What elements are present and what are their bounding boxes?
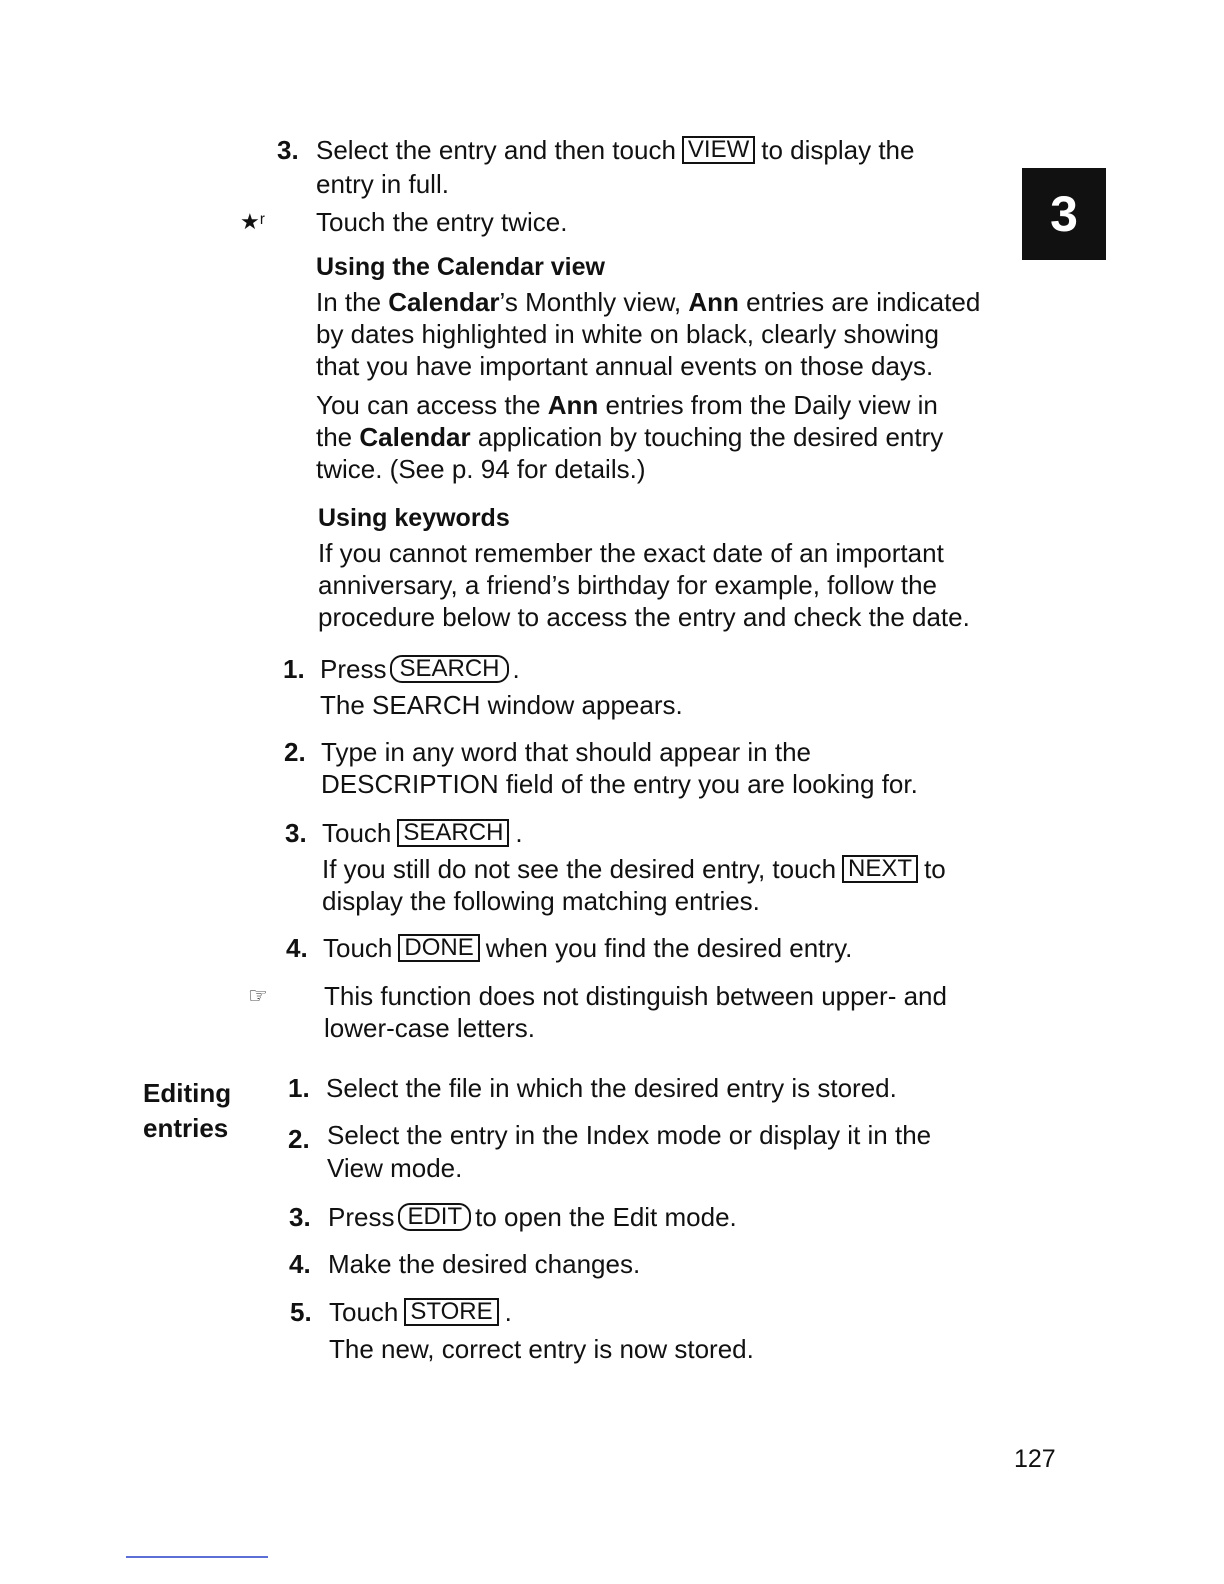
step-text: Touch (323, 933, 393, 963)
keyword-step3-sub-line2: display the following matching entries. (322, 886, 760, 916)
step-number: 1. (288, 1073, 310, 1103)
keyword-step3-sub-line1 (322, 853, 946, 885)
view-key: VIEW (682, 136, 755, 164)
store-key: STORE (404, 1298, 498, 1326)
keyword-step2-line2: DESCRIPTION field of the entry you are looking for. (321, 769, 918, 799)
section-heading-keywords: Using keywords (318, 504, 510, 532)
step-text: . (515, 818, 523, 848)
note-line1: This function does not distinguish between upper- and (324, 981, 947, 1011)
stylus-icon: ★ʳ (240, 209, 265, 234)
edit-step2-line2: View mode. (327, 1153, 463, 1183)
step-number: 3. (277, 135, 299, 165)
keywords-para-line2: anniversary, a friend’s birthday for example, follow the (318, 570, 938, 600)
chapter-tab: 3 (1022, 168, 1106, 260)
step-number: 3. (289, 1202, 311, 1232)
step-view-line-1 (316, 134, 914, 166)
note-line2: lower-case letters. (324, 1013, 535, 1043)
text: You can access the (316, 390, 548, 420)
step-text: Press (320, 654, 387, 684)
step-number: 5. (290, 1297, 312, 1327)
search-key: SEARCH (397, 819, 509, 847)
calendar-para2-line2 (316, 421, 943, 453)
edit-step1-line: Select the file in which the desired entry is stored. (326, 1073, 897, 1103)
bold-term: Calendar (388, 287, 500, 317)
step-text: Touch (329, 1297, 399, 1327)
edit-step2-line1: Select the entry in the Index mode or display it in the (327, 1120, 932, 1150)
step-number: 4. (289, 1249, 311, 1279)
step-view-line-2: entry in full. (316, 169, 449, 199)
step-text: to (924, 854, 946, 884)
step-text: Press (328, 1202, 395, 1232)
bold-term: Calendar (359, 422, 471, 452)
side-heading-line1: Editing (143, 1078, 232, 1108)
search-hardware-key: SEARCH (390, 655, 508, 683)
keyword-step1-sub: The SEARCH window appears. (320, 690, 683, 720)
step-number: 2. (284, 737, 306, 767)
text: the (316, 422, 360, 452)
bold-term: Ann (688, 287, 739, 317)
bold-term: Ann (547, 390, 599, 420)
step-text: If you still do not see the desired entry, touch (322, 854, 837, 884)
step-number: 1. (283, 654, 305, 684)
calendar-para1-line1 (316, 286, 980, 318)
step-number: 4. (286, 933, 308, 963)
done-key: DONE (398, 934, 479, 962)
step-text: to open the Edit mode. (475, 1202, 737, 1232)
edit-step5-sub: The new, correct entry is now stored. (329, 1334, 754, 1364)
page-number: 127 (1014, 1445, 1056, 1473)
edit-step3-line (328, 1201, 737, 1233)
edit-hardware-key: EDIT (398, 1203, 471, 1231)
edit-step5-line (329, 1296, 512, 1328)
text: ’s Monthly view, (499, 287, 689, 317)
keywords-para-line1: If you cannot remember the exact date of an important (318, 538, 944, 568)
keyword-step2-line1: Type in any word that should appear in the (321, 737, 811, 767)
step-text: when you find the desired entry. (485, 933, 853, 963)
step-text: . (504, 1297, 512, 1327)
keyword-step3-line (322, 817, 523, 849)
edit-step4-line: Make the desired changes. (328, 1249, 641, 1279)
calendar-para1-line3: that you have important annual events on those days. (316, 351, 934, 381)
bottom-rule (126, 1556, 268, 1558)
pointing-hand-icon: ☞ (248, 983, 268, 1008)
step-number: 2. (288, 1124, 310, 1154)
step-text: . (512, 654, 520, 684)
text: entries are indicated (738, 287, 981, 317)
calendar-para1-line2: by dates highlighted in white on black, clearly showing (316, 319, 939, 349)
keywords-para-line3: procedure below to access the entry and check the date. (318, 602, 970, 632)
keyword-step4-line (323, 932, 852, 964)
calendar-para2-line3: twice. (See p. 94 for details.) (316, 454, 646, 484)
calendar-para2-line1 (316, 389, 938, 421)
section-heading-calendar: Using the Calendar view (316, 253, 605, 281)
text: In the (316, 287, 389, 317)
text: application by touching the desired entry (470, 422, 944, 452)
next-key: NEXT (842, 855, 918, 883)
step-text: Touch (322, 818, 392, 848)
step-number: 3. (285, 818, 307, 848)
step-text: Select the entry and then touch (316, 135, 676, 165)
stylus-tip-text: Touch the entry twice. (316, 207, 568, 237)
step-text: to display the (761, 135, 915, 165)
keyword-step1-line (320, 653, 520, 685)
text: entries from the Daily view in (598, 390, 938, 420)
side-heading-line2: entries (143, 1113, 229, 1143)
